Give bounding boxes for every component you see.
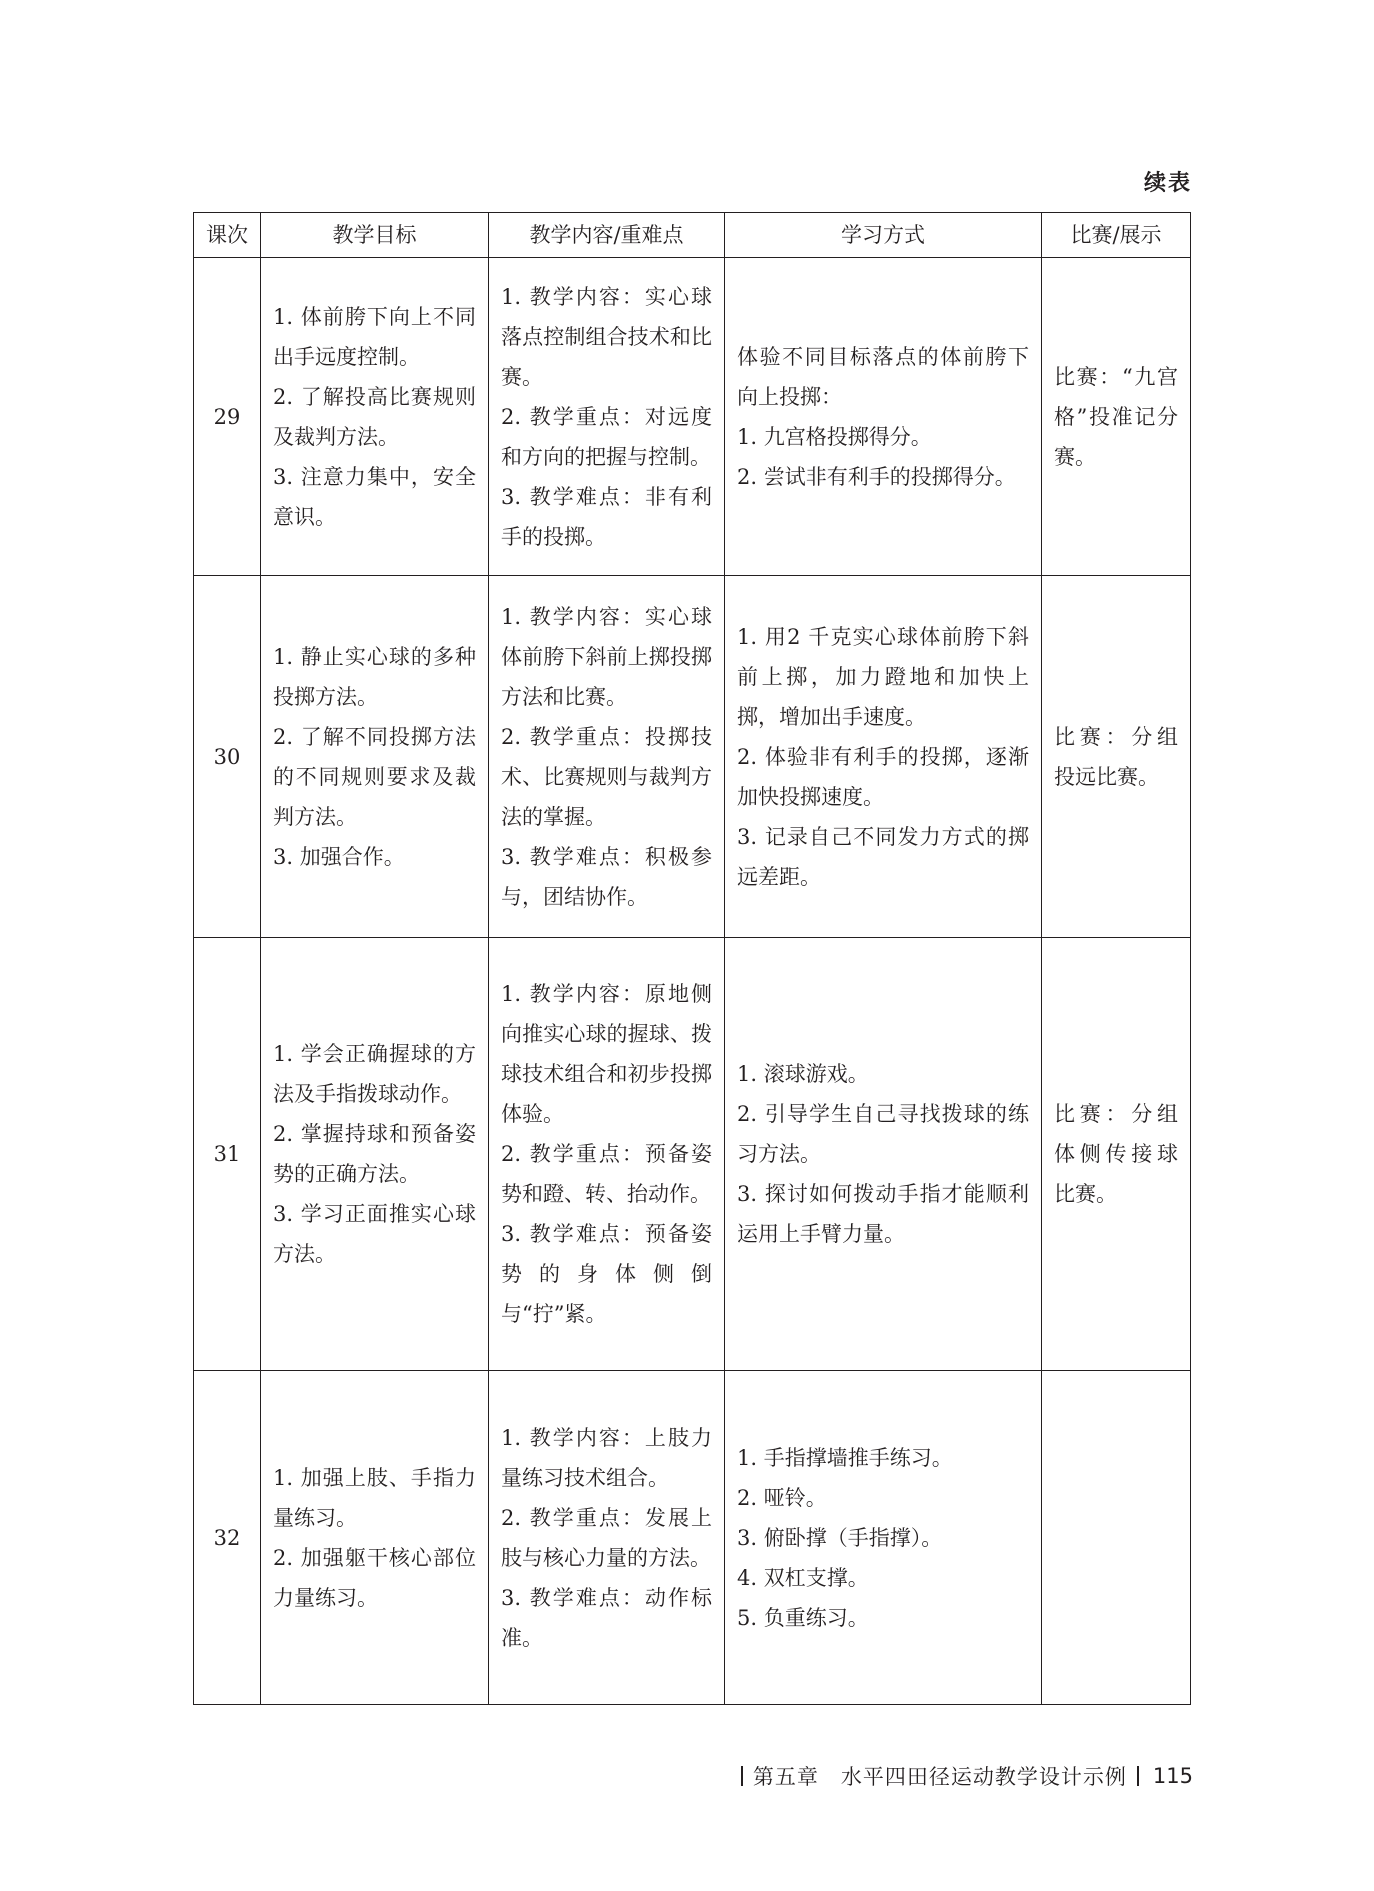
method-item: 体验不同目标落点的体前胯下向上投掷： bbox=[737, 344, 1029, 409]
content-item: 2. 教学重点：对远度和方向的把握与控制。 bbox=[501, 404, 712, 469]
competition-cell: 比赛：“九宫格”投准记分赛。 bbox=[1042, 258, 1191, 576]
lesson-number: 30 bbox=[194, 576, 261, 938]
content-item: 3. 教学难点：动作标准。 bbox=[501, 1585, 712, 1650]
method-item: 2. 引导学生自己寻找拨球的练习方法。 bbox=[737, 1102, 1029, 1166]
table-row bbox=[194, 576, 1191, 938]
lesson-number: 31 bbox=[194, 938, 261, 1371]
objective-item: 3. 学习正面推实心球方法。 bbox=[273, 1202, 476, 1266]
content-cell bbox=[489, 938, 725, 1371]
competition-cell bbox=[1042, 1371, 1191, 1705]
content-item: 1. 教学内容：实心球落点控制组合技术和比赛。 bbox=[501, 284, 712, 389]
content-item: 1. 教学内容：原地侧向推实心球的握球、拨球技术组合和初步投掷体验。 bbox=[501, 982, 712, 1126]
footer-chapter-title: 第五章 水平四田径运动教学设计示例 bbox=[752, 1765, 1127, 1789]
method-item: 3. 俯卧撑（手指撑）。 bbox=[737, 1525, 943, 1550]
lesson-number: 32 bbox=[194, 1371, 261, 1705]
content-item: 2. 教学重点：投掷技术、比赛规则与裁判方法的掌握。 bbox=[501, 724, 712, 829]
footer-divider bbox=[1137, 1766, 1139, 1786]
objectives-cell bbox=[261, 938, 489, 1371]
method-item: 5. 负重练习。 bbox=[737, 1605, 869, 1630]
content-cell bbox=[489, 1371, 725, 1705]
objective-item: 2. 加强躯干核心部位力量练习。 bbox=[273, 1545, 476, 1610]
method-item: 1. 用2 千克实心球体前胯下斜前上掷，加力蹬地和加快上掷，增加出手速度。 bbox=[737, 624, 1029, 729]
method-item: 2. 体验非有利手的投掷，逐渐加快投掷速度。 bbox=[737, 744, 1029, 809]
lesson-plan-table bbox=[193, 212, 1191, 1705]
footer-divider bbox=[741, 1766, 743, 1786]
methods-cell bbox=[725, 258, 1042, 576]
table-header-row bbox=[194, 213, 1191, 258]
methods-cell bbox=[725, 576, 1042, 938]
objective-item: 1. 学会正确握球的方法及手指拨球动作。 bbox=[273, 1042, 476, 1106]
content-item: 3. 教学难点：预备姿势的身体侧倒与“拧”紧。 bbox=[501, 1222, 712, 1326]
method-item: 2. 尝试非有利手的投掷得分。 bbox=[737, 464, 1016, 489]
objective-item: 2. 了解投高比赛规则及裁判方法。 bbox=[273, 384, 476, 449]
content-item: 1. 教学内容：实心球体前胯下斜前上掷投掷方法和比赛。 bbox=[501, 604, 712, 709]
objective-item: 1. 静止实心球的多种投掷方法。 bbox=[273, 644, 476, 709]
competition-cell: 比赛：分组体侧传接球比赛。 bbox=[1042, 938, 1191, 1371]
column-header-content: 教学内容/重难点 bbox=[489, 213, 725, 258]
table-row bbox=[194, 258, 1191, 576]
column-header-lesson: 课次 bbox=[194, 213, 261, 258]
objective-item: 3. 注意力集中，安全意识。 bbox=[273, 464, 476, 529]
objective-item: 1. 体前胯下向上不同出手远度控制。 bbox=[273, 304, 476, 369]
objective-item: 2. 掌握持球和预备姿势的正确方法。 bbox=[273, 1122, 476, 1186]
objective-item: 1. 加强上肢、手指力量练习。 bbox=[273, 1465, 476, 1530]
content-cell bbox=[489, 576, 725, 938]
content-item: 3. 教学难点：积极参与，团结协作。 bbox=[501, 844, 712, 909]
page-footer bbox=[741, 1761, 1193, 1791]
column-header-methods: 学习方式 bbox=[725, 213, 1042, 258]
content-item: 1. 教学内容：上肢力量练习技术组合。 bbox=[501, 1425, 712, 1490]
objectives-cell bbox=[261, 576, 489, 938]
content-item: 2. 教学重点：预备姿势和蹬、转、抬动作。 bbox=[501, 1142, 712, 1206]
method-item: 4. 双杠支撑。 bbox=[737, 1565, 869, 1590]
page-number: 115 bbox=[1152, 1764, 1193, 1788]
table-row bbox=[194, 1371, 1191, 1705]
objective-item: 2. 了解不同投掷方法的不同规则要求及裁判方法。 bbox=[273, 724, 476, 829]
column-header-objectives: 教学目标 bbox=[261, 213, 489, 258]
method-item: 1. 滚球游戏。 bbox=[737, 1062, 869, 1086]
table-row bbox=[194, 938, 1191, 1371]
methods-cell bbox=[725, 938, 1042, 1371]
methods-cell bbox=[725, 1371, 1042, 1705]
method-item: 3. 探讨如何拨动手指才能顺利运用上手臂力量。 bbox=[737, 1182, 1029, 1246]
objectives-cell bbox=[261, 1371, 489, 1705]
method-item: 1. 九宫格投掷得分。 bbox=[737, 424, 932, 449]
lesson-number: 29 bbox=[194, 258, 261, 576]
content-item: 3. 教学难点：非有利手的投掷。 bbox=[501, 484, 712, 549]
objectives-cell bbox=[261, 258, 489, 576]
content-cell bbox=[489, 258, 725, 576]
content-item: 2. 教学重点：发展上肢与核心力量的方法。 bbox=[501, 1505, 712, 1570]
competition-cell: 比赛：分组投远比赛。 bbox=[1042, 576, 1191, 938]
method-item: 2. 哑铃。 bbox=[737, 1485, 827, 1510]
method-item: 1. 手指撑墙推手练习。 bbox=[737, 1445, 953, 1470]
continued-label: 续表 bbox=[1143, 171, 1192, 196]
method-item: 3. 记录自己不同发力方式的掷远差距。 bbox=[737, 824, 1029, 889]
objective-item: 3. 加强合作。 bbox=[273, 844, 405, 869]
column-header-competition: 比赛/展示 bbox=[1042, 213, 1191, 258]
